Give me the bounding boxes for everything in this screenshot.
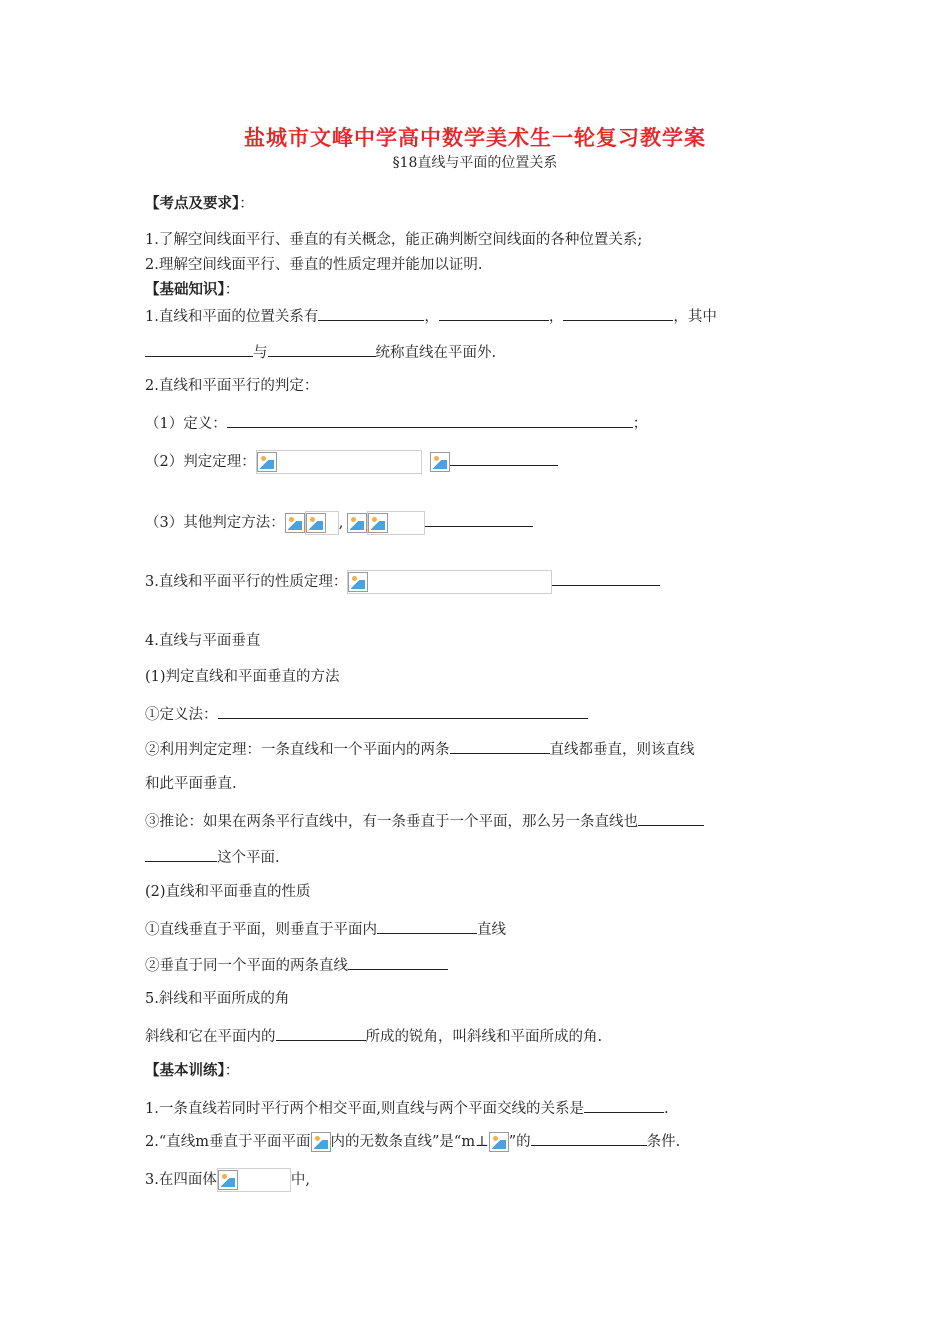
knowledge-2-other: [145, 511, 533, 535]
fill-blank[interactable]: [439, 305, 549, 321]
fill-blank[interactable]: [145, 846, 217, 862]
item-text: 1.直线和平面的位置关系有: [145, 309, 319, 325]
colon: ：: [224, 282, 240, 298]
fill-blank[interactable]: [584, 1097, 664, 1113]
training-2: [145, 1130, 680, 1152]
knowledge-4-1: (1)判定直线和平面垂直的方法: [145, 669, 340, 685]
section-kaodian: [145, 194, 254, 214]
image-placeholder: [217, 1168, 291, 1192]
fill-blank[interactable]: [218, 703, 588, 719]
page-title: 盐城市文峰中学高中数学美术生一轮复习教学案: [244, 126, 706, 150]
image-placeholder: [256, 450, 422, 474]
broken-image-icon: [489, 1132, 509, 1152]
fill-blank[interactable]: [227, 412, 633, 428]
fill-blank[interactable]: [377, 918, 477, 934]
knowledge-1-cont: [145, 341, 496, 363]
knowledge-4-1-corollary-cont: [145, 846, 280, 868]
item-text: ③推论：如果在两条平行直线中，有一条垂直于一个平面，那么另一条直线也: [145, 814, 638, 830]
item-text: .: [663, 1101, 669, 1117]
requirement-1: 1.了解空间线面平行、垂直的有关概念，能正确判断空间线面的各种位置关系;: [145, 232, 643, 248]
image-placeholder: [347, 570, 552, 594]
training-1: [145, 1097, 669, 1119]
knowledge-5: 5.斜线和平面所成的角: [145, 991, 290, 1007]
item-text: ①直线垂直于平面，则垂直于平面内: [145, 922, 377, 938]
item-text: 所成的锐角，叫斜线和平面所成的角.: [365, 1029, 603, 1045]
requirement-2: 2.理解空间线面平行、垂直的性质定理并能加以证明.: [145, 257, 483, 273]
fill-blank[interactable]: [552, 570, 660, 586]
fill-blank[interactable]: [531, 1130, 647, 1146]
knowledge-5-text: [145, 1025, 602, 1047]
knowledge-4-2-2: [145, 954, 448, 976]
section-heading: 【基本训练】: [145, 1063, 225, 1079]
comma: ，: [424, 309, 439, 325]
item-text: 条件.: [646, 1134, 681, 1150]
broken-image-icon: [218, 1170, 238, 1190]
fill-blank[interactable]: [425, 511, 533, 527]
training-3: [145, 1168, 310, 1192]
section-heading: 【基础知识】: [145, 282, 225, 298]
item-text: 内的无数条直线”是“m⊥: [330, 1134, 489, 1150]
broken-image-icon: [306, 513, 326, 533]
knowledge-2: 2.直线和平面平行的判定：: [145, 378, 319, 394]
item-text: 中,: [290, 1172, 310, 1188]
colon: ：: [224, 1063, 240, 1079]
knowledge-3: [145, 570, 660, 594]
fill-blank[interactable]: [563, 305, 673, 321]
fill-blank[interactable]: [348, 954, 448, 970]
section-heading: 【考点及要求】: [145, 196, 240, 212]
item-text: 3.直线和平面平行的性质定理：: [145, 574, 348, 590]
fill-blank[interactable]: [638, 810, 704, 826]
knowledge-4-1-theorem: [145, 738, 695, 760]
broken-image-icon: [430, 452, 450, 472]
broken-image-icon: [311, 1132, 331, 1152]
fill-blank[interactable]: [276, 1025, 366, 1041]
item-text: ，其中: [673, 309, 717, 325]
fill-blank[interactable]: [450, 450, 558, 466]
knowledge-4: 4.直线与平面垂直: [145, 633, 261, 649]
comma: ，: [548, 309, 564, 325]
item-text: ①定义法：: [145, 707, 218, 723]
image-placeholder: [305, 511, 339, 535]
separator: ,: [338, 515, 344, 531]
broken-image-icon: [348, 572, 368, 592]
item-text: 与: [253, 345, 268, 361]
item-text: （1）定义：: [145, 416, 227, 432]
fill-blank[interactable]: [268, 341, 376, 357]
item-text: 斜线和它在平面内的: [145, 1029, 276, 1045]
section-xunlian: [145, 1061, 239, 1081]
fill-blank[interactable]: [145, 341, 253, 357]
fill-blank[interactable]: [450, 738, 550, 754]
knowledge-4-1-corollary: [145, 810, 704, 832]
image-placeholder: [367, 511, 425, 535]
item-text: ②垂直于同一个平面的两条直线: [145, 958, 348, 974]
item-text: 3.在四面体: [145, 1172, 217, 1188]
item-text: 直线: [477, 922, 506, 938]
knowledge-4-1-theorem-cont: 和此平面垂直.: [145, 776, 237, 792]
knowledge-1: [145, 305, 717, 327]
item-text: ”的: [508, 1134, 531, 1150]
colon: ：: [239, 196, 254, 212]
knowledge-2-definition: [145, 412, 647, 434]
item-text: 2.“直线m垂直于平面平面: [145, 1134, 311, 1150]
broken-image-icon: [347, 513, 367, 533]
knowledge-4-2-1: [145, 918, 506, 940]
semicolon: ；: [632, 416, 648, 432]
knowledge-4-2: (2)直线和平面垂直的性质: [145, 884, 311, 900]
item-text: （2）判定定理：: [145, 454, 256, 470]
knowledge-4-1-definition: [145, 703, 588, 725]
page-subtitle: §18直线与平面的位置关系: [392, 155, 558, 171]
broken-image-icon: [368, 513, 388, 533]
item-text: 统称直线在平面外.: [375, 345, 497, 361]
item-text: 这个平面.: [217, 850, 280, 866]
section-jichu: [145, 280, 239, 300]
item-text: 1.一条直线若同时平行两个相交平面,则直线与两个平面交线的关系是: [145, 1101, 584, 1117]
item-text: （3）其他判定方法：: [145, 515, 285, 531]
knowledge-2-theorem: [145, 450, 558, 474]
broken-image-icon: [257, 452, 277, 472]
broken-image-icon: [285, 513, 305, 533]
item-text: 直线都垂直，则该直线: [549, 742, 695, 758]
fill-blank[interactable]: [318, 305, 424, 321]
item-text: ②利用判定定理：一条直线和一个平面内的两条: [145, 742, 450, 758]
